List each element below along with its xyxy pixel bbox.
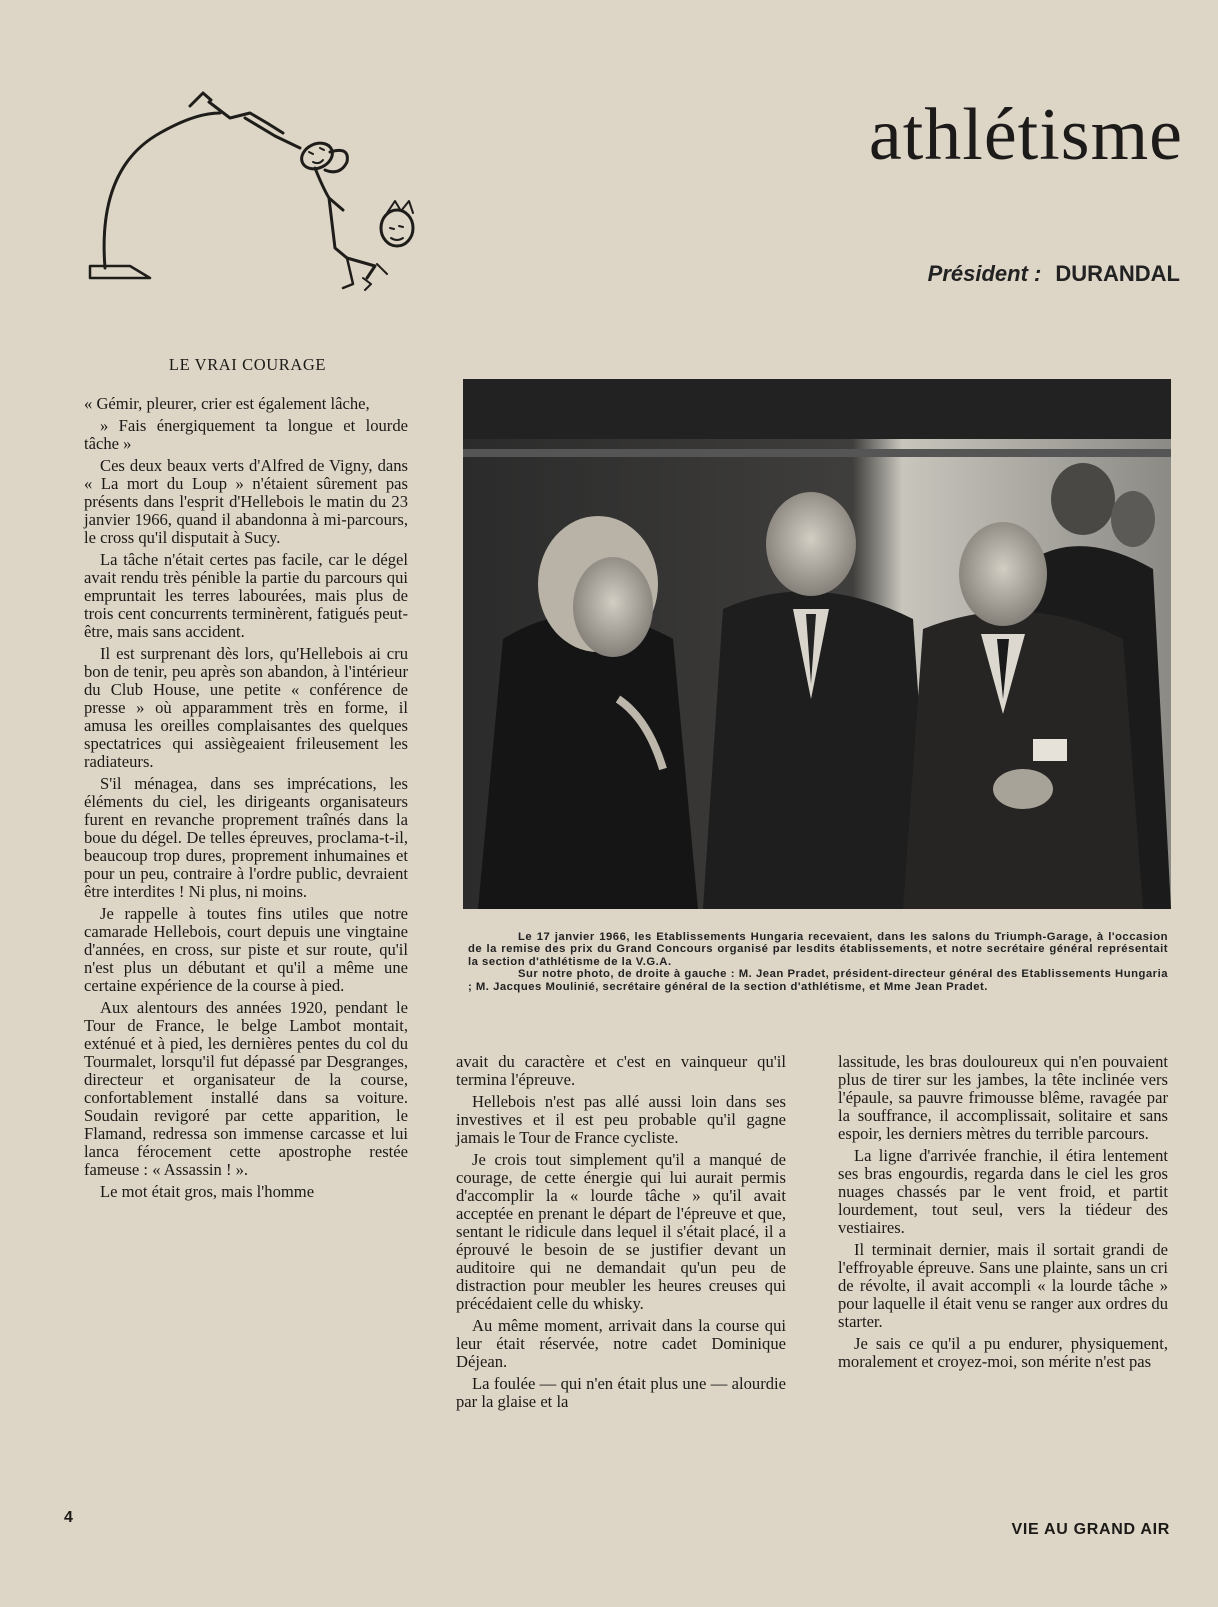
paragraph: Au même moment, arrivait dans la course qui leur était réservée, notre cadet Dominique Déjean. <box>456 1316 786 1371</box>
paragraph: La tâche n'était certes pas facile, car le dégel avait rendu très pénible la partie du parcours qui empruntait les terres labourées, mais plus de trois cent concurrents terminèrent, fatigués peut-être, mais sans accident. <box>84 550 408 641</box>
caption-paragraph: Le 17 janvier 1966, les Etablissements Hungaria recevaient, dans les salons du Triumph-Garage, à l'occasion de la remise des prix du Grand Concours organisé par lesdits établissements, et notre secrétaire général représentait la section d'athlétisme de la V.G.A. <box>468 931 1168 968</box>
paragraph: avait du caractère et c'est en vainqueur qu'il termina l'épreuve. <box>456 1052 786 1089</box>
page-number: 4 <box>64 1509 73 1526</box>
paragraph: Il terminait dernier, mais il sortait grandi de l'effroyable épreuve. Sans une plainte, sans un cri de révolte, il avait accompli « la lourde tâche » pour laquelle il était venu se ranger aux ordres du starter. <box>838 1240 1168 1331</box>
article-column-2 <box>456 1053 786 1415</box>
president-name: DURANDAL <box>1055 261 1180 286</box>
section-title: athlétisme <box>868 94 1183 176</box>
article-column-1 <box>84 395 408 1205</box>
pole-vault-illustration <box>85 88 435 303</box>
president-label: Président : <box>927 261 1042 286</box>
paragraph: Je sais ce qu'il a pu endurer, physiquement, moralement et croyez-moi, son mérite n'est pas <box>838 1334 1168 1371</box>
paragraph: La foulée — qui n'en était plus une — alourdie par la glaise et la <box>456 1374 786 1411</box>
paragraph: » Fais énergiquement ta longue et lourde tâche » <box>84 416 408 453</box>
paragraph: « Gémir, pleurer, crier est également lâche, <box>84 394 370 413</box>
president-line <box>928 261 1180 287</box>
paragraph: lassitude, les bras douloureux qui n'en pouvaient plus de tirer sur les jambes, la tête inclinée vers l'épaule, sa pauvre frimousse blême, ravagée par la souffrance, il accomplissait, solitaire et sans espoir, les derniers mètres du terrible parcours. <box>838 1052 1168 1143</box>
event-photo-image <box>463 379 1171 909</box>
photo-caption <box>468 931 1168 993</box>
paragraph: La ligne d'arrivée franchie, il étira lentement ses bras engourdis, regarda dans le ciel les gros nuages chassés par le vent froid, et partit lourdement, tout seul, vers la tiédeur des vestiaires. <box>838 1146 1168 1237</box>
paragraph: Je rappelle à toutes fins utiles que notre camarade Hellebois, court depuis une vingtaine d'années, en cross, sur piste et sur route, qu'il n'est plus un débutant et qu'il a même une certaine expérience de la course à pied. <box>84 904 408 995</box>
paragraph: Hellebois n'est pas allé aussi loin dans ses investives et il est peu probable qu'il gagne jamais le Tour de France cycliste. <box>456 1092 786 1147</box>
paragraph: Il est surprenant dès lors, qu'Hellebois ai cru bon de tenir, peu après son abandon, à l'intérieur du Club House, une petite « conférence de presse » où apparamment très en forme, il amusa les oreilles complaisantes des quelques spectatrices qui assiègeaient frileusement les radiateurs. <box>84 644 408 771</box>
caption-paragraph: Sur notre photo, de droite à gauche : M. Jean Pradet, président-directeur général des Etablissements Hungaria ; M. Jacques Moulinié, secrétaire général de la section d'athlétisme, et Mme Jean Pradet. <box>468 968 1168 993</box>
paragraph: S'il ménagea, dans ses imprécations, les éléments du ciel, les dirigeants organisateurs furent en revanche proprement traînés dans la boue du dégel. De telles épreuves, proclama-t-il, beaucoup trop dures, proprement inhumaines et pour un peu, contraire à l'ordre public, devraient être interdites ! Ni plus, ni moins. <box>84 774 408 901</box>
paragraph: Aux alentours des années 1920, pendant le Tour de France, le belge Lambot montait, exténué et à pied, les dernières pentes du col du Tourmalet, lorsqu'il fut dépassé par Desgranges, directeur et organisateur de la course, confortablement installé dans sa voiture. Soudain revigoré par cette apparition, le Flamand, redressa son immense carcasse et lui lanca férocement cette apostrophe restée fameuse : « Assassin ! ». <box>84 998 408 1179</box>
paragraph: Le mot était gros, mais l'homme <box>100 1182 315 1201</box>
article-heading: LE VRAI COURAGE <box>168 355 327 374</box>
article-column-3 <box>838 1053 1168 1375</box>
event-photo <box>463 379 1171 909</box>
paragraph: Ces deux beaux verts d'Alfred de Vigny, dans « La mort du Loup » n'étaient sûrement pas présents dans l'esprit d'Hellebois le matin du 23 janvier 1966, quand il abandonna à mi-parcours, le cross qu'il disputait à Sucy. <box>84 456 408 547</box>
paragraph: Je crois tout simplement qu'il a manqué de courage, de cette énergie qui lui aurait permis d'accomplir la « lourde tâche » qu'il avait acceptée en prenant le départ de l'épreuve et que, sentant le ridicule dans lequel il s'était placé, il a éprouvé le besoin de se justifier devant un auditoire qui ne demandait qu'un peu de distraction pour meubler les heures creuses qui précédaient celle du whisky. <box>456 1150 786 1313</box>
magazine-name: VIE AU GRAND AIR <box>1011 1521 1170 1538</box>
